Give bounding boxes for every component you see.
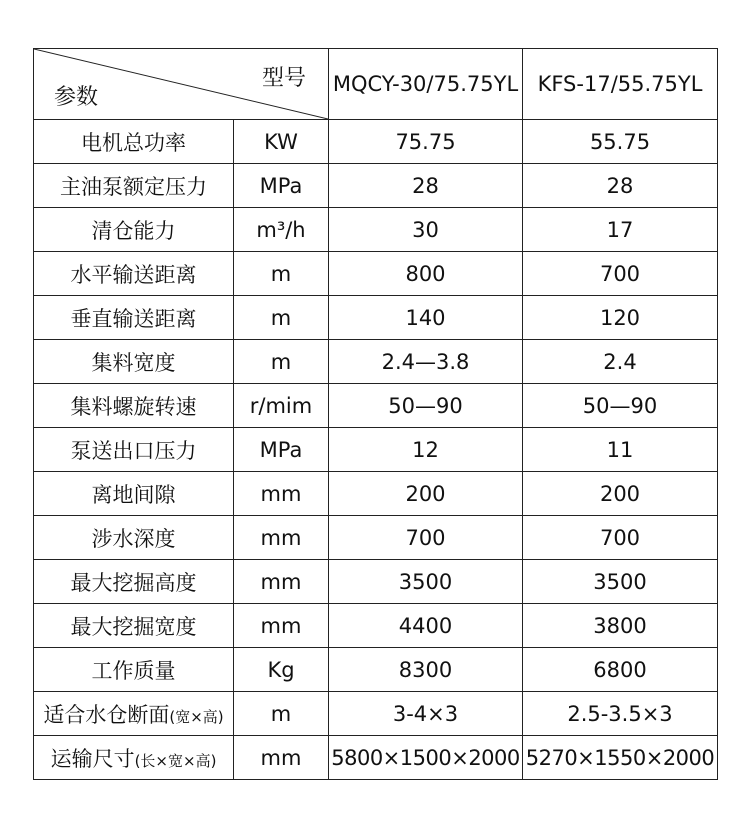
table-row bbox=[34, 692, 718, 736]
param-cell bbox=[34, 252, 234, 296]
param-name: 泵送出口压力 bbox=[70, 438, 197, 463]
value-cell-model-2: 700 bbox=[523, 252, 718, 296]
unit-cell: m bbox=[234, 340, 329, 384]
param-cell bbox=[34, 296, 234, 340]
value-cell-model-2: 2.5-3.5×3 bbox=[523, 692, 718, 736]
param-name: 最大挖掘高度 bbox=[70, 570, 197, 595]
table-row bbox=[34, 340, 718, 384]
unit-cell: m³/h bbox=[234, 208, 329, 252]
unit-cell: mm bbox=[234, 472, 329, 516]
table-body bbox=[34, 120, 718, 780]
table-row bbox=[34, 560, 718, 604]
value-cell-model-2: 5270×1550×2000 bbox=[523, 736, 718, 780]
unit-cell: mm bbox=[234, 516, 329, 560]
param-name: 水平输送距离 bbox=[70, 262, 197, 287]
param-name: 离地间隙 bbox=[91, 482, 176, 507]
param-cell bbox=[34, 692, 234, 736]
value-cell-model-2: 50—90 bbox=[523, 384, 718, 428]
value-cell-model-2: 200 bbox=[523, 472, 718, 516]
unit-cell: KW bbox=[234, 120, 329, 164]
value-cell-model-2: 2.4 bbox=[523, 340, 718, 384]
param-label: 参数 bbox=[54, 85, 99, 110]
param-cell bbox=[34, 736, 234, 780]
param-name: 集料螺旋转速 bbox=[70, 394, 197, 419]
param-note: (长×宽×高) bbox=[134, 751, 217, 770]
param-name: 最大挖掘宽度 bbox=[70, 614, 197, 639]
value-cell-model-1: 3-4×3 bbox=[329, 692, 523, 736]
unit-cell: mm bbox=[234, 736, 329, 780]
unit-cell: mm bbox=[234, 604, 329, 648]
value-cell-model-2: 6800 bbox=[523, 648, 718, 692]
value-cell-model-1: 5800×1500×2000 bbox=[329, 736, 523, 780]
unit-cell: m bbox=[234, 692, 329, 736]
param-cell bbox=[34, 340, 234, 384]
value-cell-model-2: 17 bbox=[523, 208, 718, 252]
unit-cell: mm bbox=[234, 560, 329, 604]
param-name: 工作质量 bbox=[91, 658, 176, 683]
value-cell-model-1: 3500 bbox=[329, 560, 523, 604]
table-row bbox=[34, 164, 718, 208]
param-cell bbox=[34, 560, 234, 604]
param-name: 清仓能力 bbox=[91, 218, 176, 243]
param-name: 适合水仓断面 bbox=[43, 702, 170, 727]
value-cell-model-2: 11 bbox=[523, 428, 718, 472]
table-row bbox=[34, 208, 718, 252]
header-row bbox=[34, 49, 718, 120]
param-cell bbox=[34, 384, 234, 428]
value-cell-model-2: 28 bbox=[523, 164, 718, 208]
table-row bbox=[34, 648, 718, 692]
table-row bbox=[34, 472, 718, 516]
value-cell-model-1: 800 bbox=[329, 252, 523, 296]
value-cell-model-1: 28 bbox=[329, 164, 523, 208]
value-cell-model-1: 2.4—3.8 bbox=[329, 340, 523, 384]
unit-cell: MPa bbox=[234, 428, 329, 472]
value-cell-model-2: 3500 bbox=[523, 560, 718, 604]
model-header-2: KFS-17/55.75YL bbox=[523, 49, 718, 120]
param-cell bbox=[34, 208, 234, 252]
value-cell-model-2: 55.75 bbox=[523, 120, 718, 164]
table-row bbox=[34, 384, 718, 428]
value-cell-model-1: 8300 bbox=[329, 648, 523, 692]
value-cell-model-2: 3800 bbox=[523, 604, 718, 648]
unit-cell: Kg bbox=[234, 648, 329, 692]
table-row bbox=[34, 516, 718, 560]
value-cell-model-2: 700 bbox=[523, 516, 718, 560]
param-name: 主油泵额定压力 bbox=[60, 174, 207, 199]
table-row bbox=[34, 428, 718, 472]
value-cell-model-1: 4400 bbox=[329, 604, 523, 648]
value-cell-model-1: 75.75 bbox=[329, 120, 523, 164]
param-cell bbox=[34, 120, 234, 164]
value-cell-model-1: 200 bbox=[329, 472, 523, 516]
param-name: 涉水深度 bbox=[91, 526, 176, 551]
param-name: 运输尺寸 bbox=[50, 746, 135, 771]
table-row bbox=[34, 252, 718, 296]
param-name: 电机总功率 bbox=[81, 130, 186, 155]
table-row bbox=[34, 736, 718, 780]
value-cell-model-1: 12 bbox=[329, 428, 523, 472]
param-cell bbox=[34, 164, 234, 208]
param-note: (宽×高) bbox=[169, 707, 224, 726]
unit-cell: MPa bbox=[234, 164, 329, 208]
model-label: 型号 bbox=[261, 66, 306, 91]
param-cell bbox=[34, 604, 234, 648]
spec-table bbox=[33, 48, 718, 780]
model-header-1: MQCY-30/75.75YL bbox=[329, 49, 523, 120]
table-row bbox=[34, 296, 718, 340]
value-cell-model-1: 50—90 bbox=[329, 384, 523, 428]
value-cell-model-1: 700 bbox=[329, 516, 523, 560]
unit-cell: m bbox=[234, 296, 329, 340]
corner-cell bbox=[34, 49, 329, 120]
value-cell-model-1: 30 bbox=[329, 208, 523, 252]
unit-cell: r/mim bbox=[234, 384, 329, 428]
param-cell bbox=[34, 472, 234, 516]
param-cell bbox=[34, 648, 234, 692]
value-cell-model-1: 140 bbox=[329, 296, 523, 340]
table-row bbox=[34, 604, 718, 648]
param-name: 垂直输送距离 bbox=[70, 306, 197, 331]
param-cell bbox=[34, 428, 234, 472]
table-row bbox=[34, 120, 718, 164]
value-cell-model-2: 120 bbox=[523, 296, 718, 340]
param-cell bbox=[34, 516, 234, 560]
param-name: 集料宽度 bbox=[91, 350, 176, 375]
unit-cell: m bbox=[234, 252, 329, 296]
